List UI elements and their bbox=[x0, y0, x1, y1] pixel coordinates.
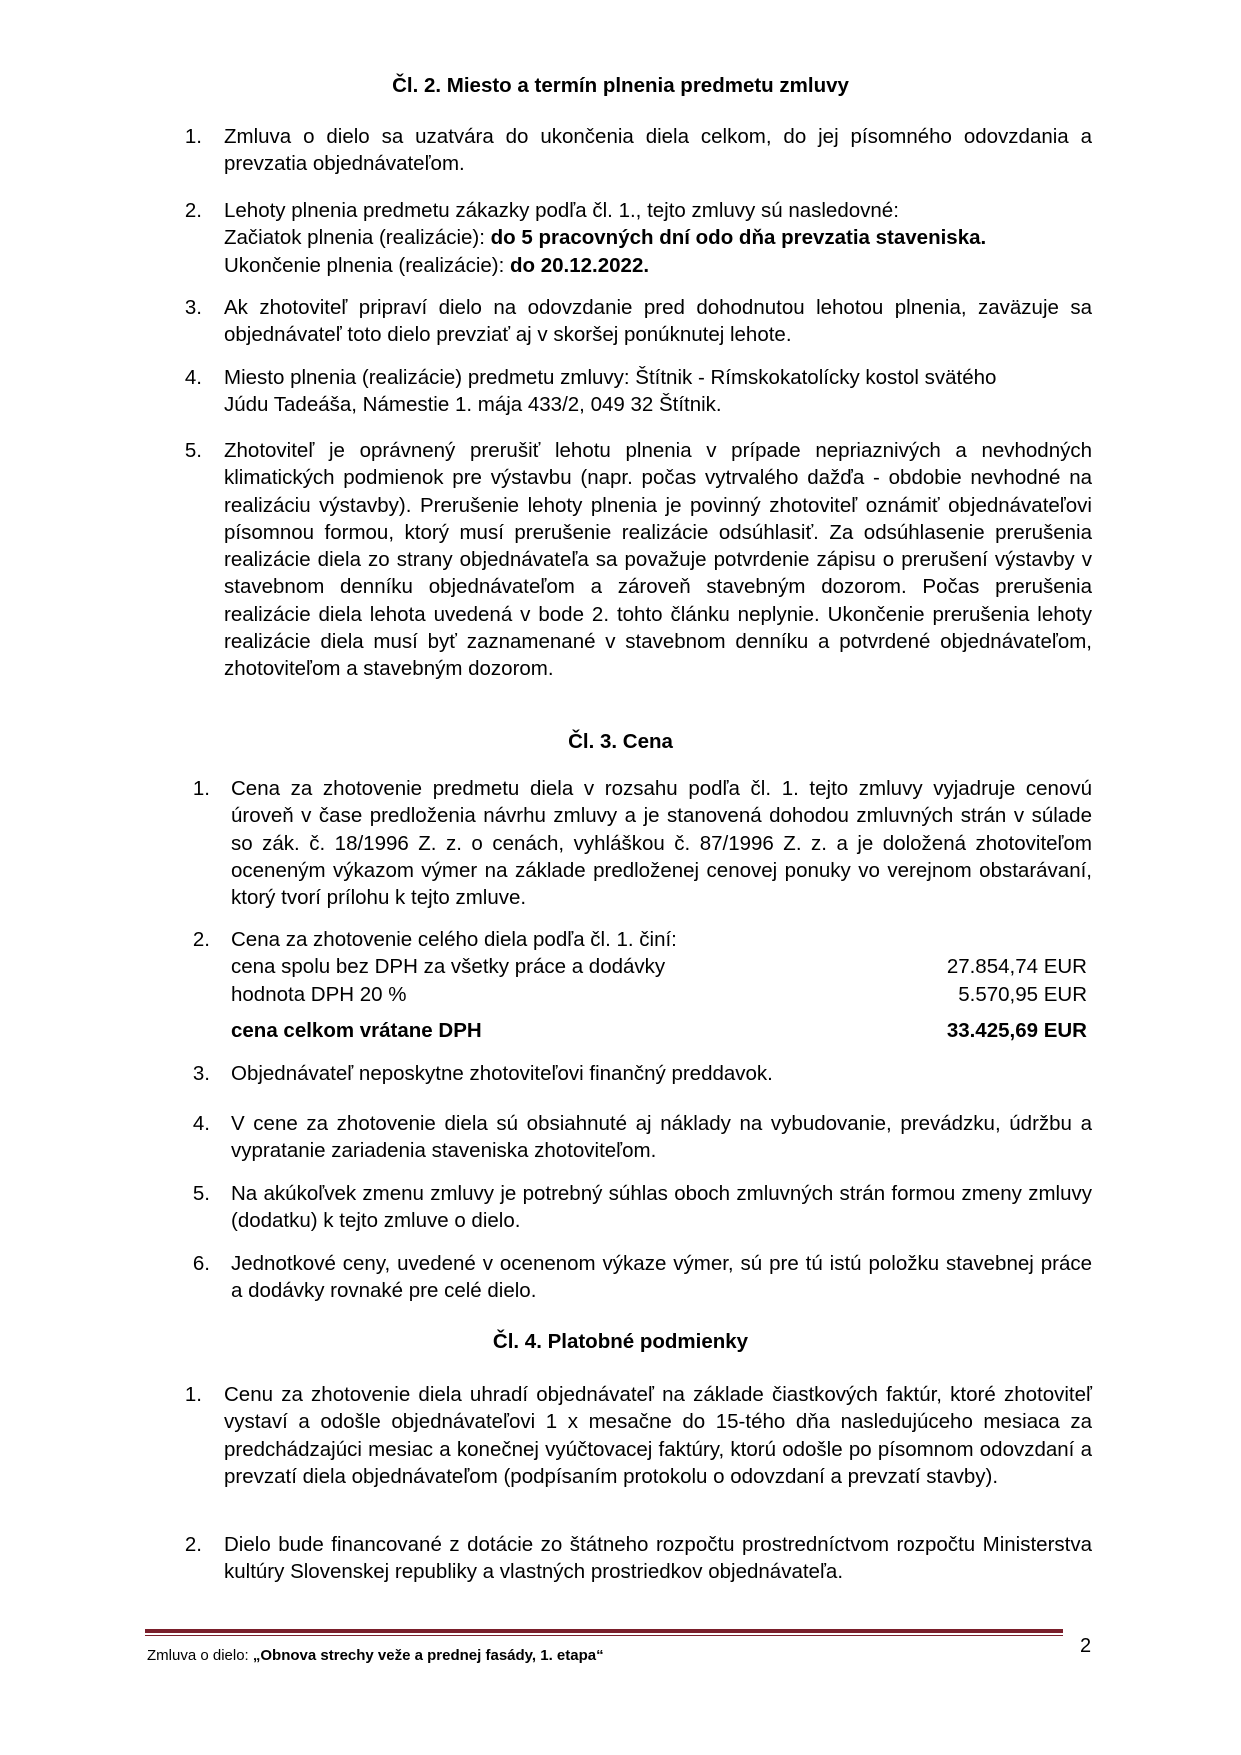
price-row bbox=[231, 953, 1087, 980]
start-value: do 5 pracovných dní odo dňa prevzatia staveniska. bbox=[490, 226, 987, 250]
footer-prefix: Zmluva o dielo: bbox=[147, 1647, 253, 1664]
vat-label: hodnota DPH 20 % bbox=[231, 982, 407, 1006]
end-value: do 20.12.2022. bbox=[510, 253, 650, 277]
price-intro: Cena za zhotovenie celého diela podľa čl. 1. činí: bbox=[231, 928, 677, 951]
article-3-item-2-price-table bbox=[231, 926, 1087, 1044]
article-3-item-4: V cene za zhotovenie diela sú obsiahnuté aj náklady na vybudovanie, prevádzku, údržbu a vypratanie zariadenia staveniska zhotoviteľom. bbox=[231, 1112, 1092, 1163]
page-number: 2 bbox=[1080, 1635, 1092, 1657]
item-number: 2. bbox=[184, 199, 202, 222]
article-3-item-6: Jednotkové ceny, uvedené v ocenenom výkaze výmer, sú pre tú istú položku stavebnej práce a dodávky rovnaké pre celé dielo. bbox=[231, 1252, 1092, 1303]
item-2-line-2 bbox=[224, 224, 1092, 251]
item-number: 5. bbox=[184, 439, 202, 462]
start-label: Začiatok plnenia (realizácie): bbox=[224, 226, 491, 250]
footer-text bbox=[147, 1646, 604, 1666]
footer-title: „Obnova strechy veže a prednej fasády, 1. etapa“ bbox=[252, 1647, 604, 1664]
item-number: 1. bbox=[192, 777, 210, 800]
footer-rule-thin bbox=[145, 1635, 1063, 1636]
item-number: 4. bbox=[184, 366, 202, 389]
item-4-line-2: Júdu Tadeáša, Námestie 1. mája 433/2, 049 32 Štítnik. bbox=[224, 393, 722, 417]
article-4-heading: Čl. 4. Platobné podmienky bbox=[492, 1330, 749, 1353]
article-2-item-5: Zhotoviteľ je oprávnený prerušiť lehotu plnenia v prípade nepriaznivých a nevhodných klimatických podmienok pre výstavbu (napr. počas vytrvalého dažďa - obdobie nevhodné na realizáciu výstavby). Prerušenie lehoty plnenia je povinný zhotoviteľ oznámiť objednávateľovi písomnou formou, ktorý musí prerušenie realizácie odsúhlasiť. Za odsúhlasenie prerušenia realizácie diela zo strany objednávateľa sa považuje potvrdenie zápisu o prerušení výstavby v stavebnom denníku objednávateľom a zároveň stavebným dozorom. Počas prerušenia realizácie diela lehota uvedená v bode 2. tohto článku neplynie. Ukončenie prerušenia lehoty realizácie diela musí byť zaznamenané v stavebnom denníku a potvrdené objednávateľom, zhotoviteľom a stavebným dozorom. bbox=[224, 439, 1092, 681]
item-2-line-1: Lehoty plnenia predmetu zákazky podľa čl. 1., tejto zmluvy sú nasledovné: bbox=[224, 199, 899, 222]
article-3-item-5: Na akúkoľvek zmenu zmluvy je potrebný súhlas oboch zmluvných strán formou zmeny zmluvy (dodatku) k tejto zmluve o dielo. bbox=[231, 1182, 1092, 1233]
article-4-item-1: Cenu za zhotovenie diela uhradí objednávateľ na základe čiastkových faktúr, ktoré zhotoviteľ vystaví a odošle objednávateľovi 1 x mesačne do 15-tého dňa nasledujúceho mesiaca za predchádzajúci mesiac a konečnej vyúčtovacej faktúry, ktorú odošle po písomnom odovzdaní a prevzatí diela objednávateľom (podpísaním protokolu o odovzdaní a prevzatí stavby). bbox=[224, 1383, 1092, 1488]
end-label: Ukončenie plnenia (realizácie): bbox=[224, 253, 511, 277]
article-2-item-2 bbox=[224, 197, 1092, 279]
footer-rule-thick bbox=[145, 1629, 1063, 1633]
article-2-item-1: Zmluva o dielo sa uzatvára do ukončenia diela celkom, do jej písomného odovzdania a prevzatia objednávateľom. bbox=[224, 125, 1092, 176]
article-2-item-3: Ak zhotoviteľ pripraví dielo na odovzdanie pred dohodnutou lehotou plnenia, zaväzuje sa objednávateľ toto dielo prevziať aj v skoršej ponúknutej lehote. bbox=[224, 296, 1092, 347]
article-3-item-1: Cena za zhotovenie predmetu diela v rozsahu podľa čl. 1. tejto zmluvy vyjadruje cenovú úroveň v čase predloženia návrhu zmluvy a je stanovená dohodou zmluvných strán v súlade so zák. č. 18/1996 Z. z. o cenách, vyhláškou č. 87/1996 Z. z. a je doložená zhotoviteľom oceneným výkazom výmer na základe predloženej cenovej ponuky vo verejnom obstarávaní, ktorý tvorí prílohu k tejto zmluve. bbox=[231, 777, 1092, 910]
item-number: 6. bbox=[192, 1252, 210, 1275]
price-row bbox=[231, 981, 1087, 1008]
item-number: 3. bbox=[192, 1062, 210, 1085]
total-label: cena celkom vrátane DPH bbox=[231, 1018, 482, 1042]
item-number: 2. bbox=[184, 1533, 202, 1556]
vat-amount: 5.570,95 EUR bbox=[958, 982, 1087, 1006]
article-4-item-2: Dielo bude financované z dotácie zo štátneho rozpočtu prostredníctvom rozpočtu Ministerstva kultúry Slovenskej republiky a vlastných prostriedkov objednávateľa. bbox=[224, 1533, 1092, 1584]
article-3-heading: Čl. 3. Cena bbox=[568, 730, 673, 753]
price-amount: 27.854,74 EUR bbox=[946, 955, 1087, 979]
item-number: 2. bbox=[192, 928, 210, 951]
price-total-row bbox=[231, 1017, 1087, 1044]
price-label: cena spolu bez DPH za všetky práce a dodávky bbox=[231, 955, 666, 979]
item-number: 4. bbox=[192, 1112, 210, 1135]
item-number: 1. bbox=[184, 1383, 202, 1406]
item-number: 3. bbox=[184, 296, 202, 319]
item-4-line-1: Miesto plnenia (realizácie) predmetu zmluvy: Štítnik - Rímskokatolícky kostol svätého bbox=[224, 366, 997, 389]
item-2-line-3 bbox=[224, 252, 1092, 279]
item-number: 5. bbox=[192, 1182, 210, 1205]
total-amount: 33.425,69 EUR bbox=[946, 1018, 1087, 1042]
item-number: 1. bbox=[184, 125, 202, 148]
article-2-heading: Čl. 2. Miesto a termín plnenia predmetu zmluvy bbox=[392, 74, 849, 97]
article-3-item-3: Objednávateľ neposkytne zhotoviteľovi finančný preddavok. bbox=[231, 1062, 773, 1085]
article-2-item-4 bbox=[224, 364, 1092, 419]
